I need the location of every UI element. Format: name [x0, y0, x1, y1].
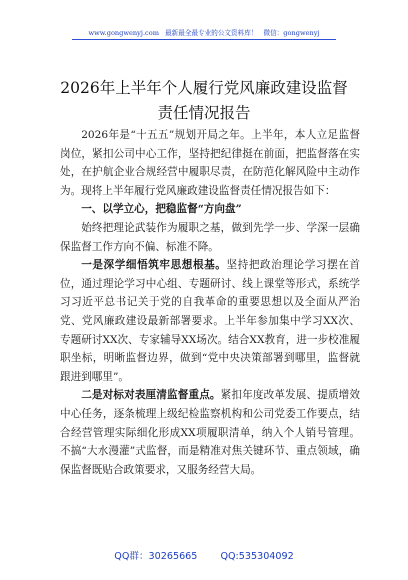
wechat-contact: 微信：gongwenyj — [263, 29, 320, 37]
intro-paragraph: 2026年是“十五五”规划开局之年。上半年，本人立足监督岗位，紧扣公司中心工作，坚持把纪律挺在前面，把监督落在实处，在护航企业合规经营中履职尽责，在防范化解风险中主动作为。现将上半年履行党风廉政建设监督责任情况报告如下： — [60, 129, 360, 197]
item-1-paragraph — [60, 256, 360, 386]
section-heading-1: 一、以学立心，把稳监督“方向盘” — [81, 203, 242, 216]
document-title: 2026年上半年个人履行党风廉政建设监督责任情况报告 — [60, 79, 348, 122]
qq-contact: QQ:535304092 — [220, 551, 294, 562]
item-2-paragraph — [60, 386, 360, 479]
item-1-text: 坚持把政治理论学习摆在首位，通过理论学习中心组、专题研讨、线上课堂等形式，系统学习习近平总书记关于党的自我革命的重要思想以及全面从严治党、党风廉政建设最新部署要求。上半年参加集中学习XX次、专题研讨XX次、专家辅导XX场次。结合XX教育，进一步校准履职坐标，明晰监督边界，做到“党中央决策部署到哪里，监督就跟进到哪里”。 — [60, 259, 361, 383]
site-header — [0, 27, 408, 37]
site-url-link[interactable]: www.gongwenyj.com — [88, 29, 159, 37]
item-2-text: 紧扣年度改革发展、提质增效中心任务，逐条梳理上级纪检监察机构和公司党委工作要点，结合经营管理实际细化形成XX项履职清单，纳入个人销号管理。不搞“大水漫灌”式监督，而是精准对焦关键环节、重点领域，确保监督既贴合政策要求，又服务经营大局。 — [60, 389, 361, 476]
item-1-lead: 一是深学细悟筑牢思想根基。 — [81, 259, 227, 272]
page-footer — [0, 548, 408, 562]
site-slogan: 最新最全最专业的公文资料库！ — [165, 29, 258, 37]
document-body — [60, 126, 360, 479]
item-2-lead: 二是对标对表厘清监督重点。 — [81, 389, 221, 402]
section-1-paragraph: 始终把理论武装作为履职之基，做到先学一步、学深一层确保监督工作方向不偏、标准不降。 — [60, 221, 360, 253]
qq-group-contact: QQ群：30265665 — [114, 551, 198, 562]
header-divider — [72, 39, 336, 40]
